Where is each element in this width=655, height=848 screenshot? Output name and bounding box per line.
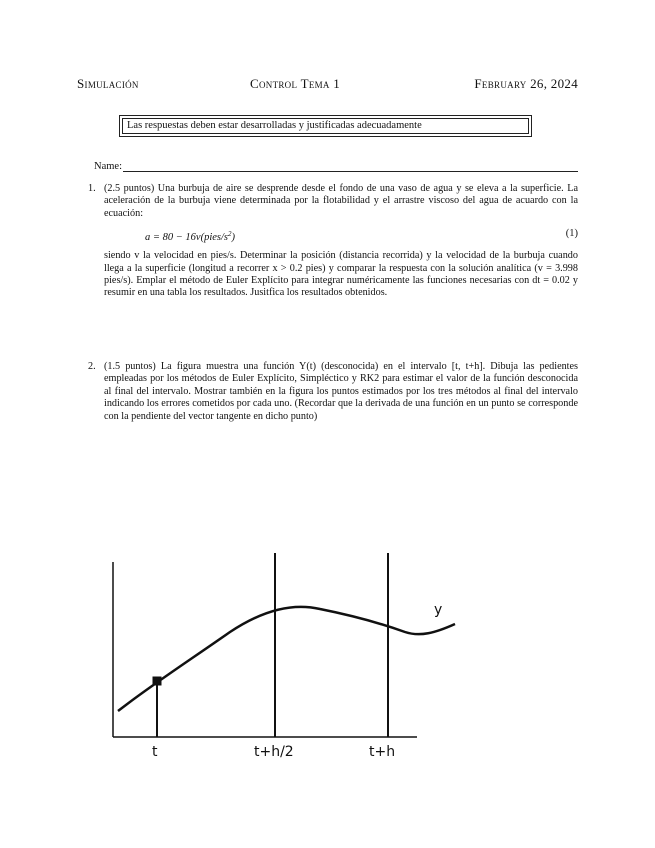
start-point [153,677,162,686]
equation-number: (1) [565,228,578,240]
name-label: Name: [94,161,122,172]
header-course: Simulación [77,76,139,91]
header-date: February 26, 2024 [474,76,578,91]
tick-label-half: t+h/2 [254,744,294,760]
header-title: Control Tema 1 [250,76,341,91]
function-curve [118,607,455,711]
tick-label-t: t [152,744,158,760]
question-2-text: (1.5 puntos) La figura muestra una función Y(t) (desconocida) en el intervalo [t, t+h]. Dibuja las pedientes empleadas por los métodos de Euler Explícito, Simpléctico y RK2 para estimar el valor de la función desconocida al final del intervalo. Mostrar también en la figura los puntos estimados por los tres métodos al final del intervalo indicando los errores cometidos por cada uno. (Recordar que la derivada de una función en un punto se corresponde con la pendiente del vector tangente en dicho punto) [104,361,578,422]
tick-label-end: t+h [369,744,396,760]
question-2-number: 2. [88,361,96,372]
equation-expression: $a = 80 - 16v(pies/s^2)$ [145,230,235,244]
curve-label: y [434,602,443,618]
question-1-body: siendo v la velocidad en pies/s. Determinar la posición (distancia recorrida) y la velocidad de la burbuja cuando llega a la superficie (longitud a recorrer x > 0.2 pies) y comparar la respuesta con la solución analítica (v = 3.998 pies/s). Emplar el método de Euler Explícito para integrar numéricamente las funciones necesarias con dt = 0.02 y resumir en una tabla los resultados. Jusitfica los resultados obtenidos. [104,250,578,299]
notice-text: Las respuestas deben estar desarrolladas y justificadas adecuadamente [122,118,529,134]
question-1-intro: (2.5 puntos) Una burbuja de aire se desprende desde el fondo de una vaso de agua y se eleva a la superficie. La aceleración de la burbuja viene determinada por la flotabilidad y el arrastre viscoso del agua de acuardo con la ecuación: [104,183,578,219]
question-1-number: 1. [88,183,96,194]
